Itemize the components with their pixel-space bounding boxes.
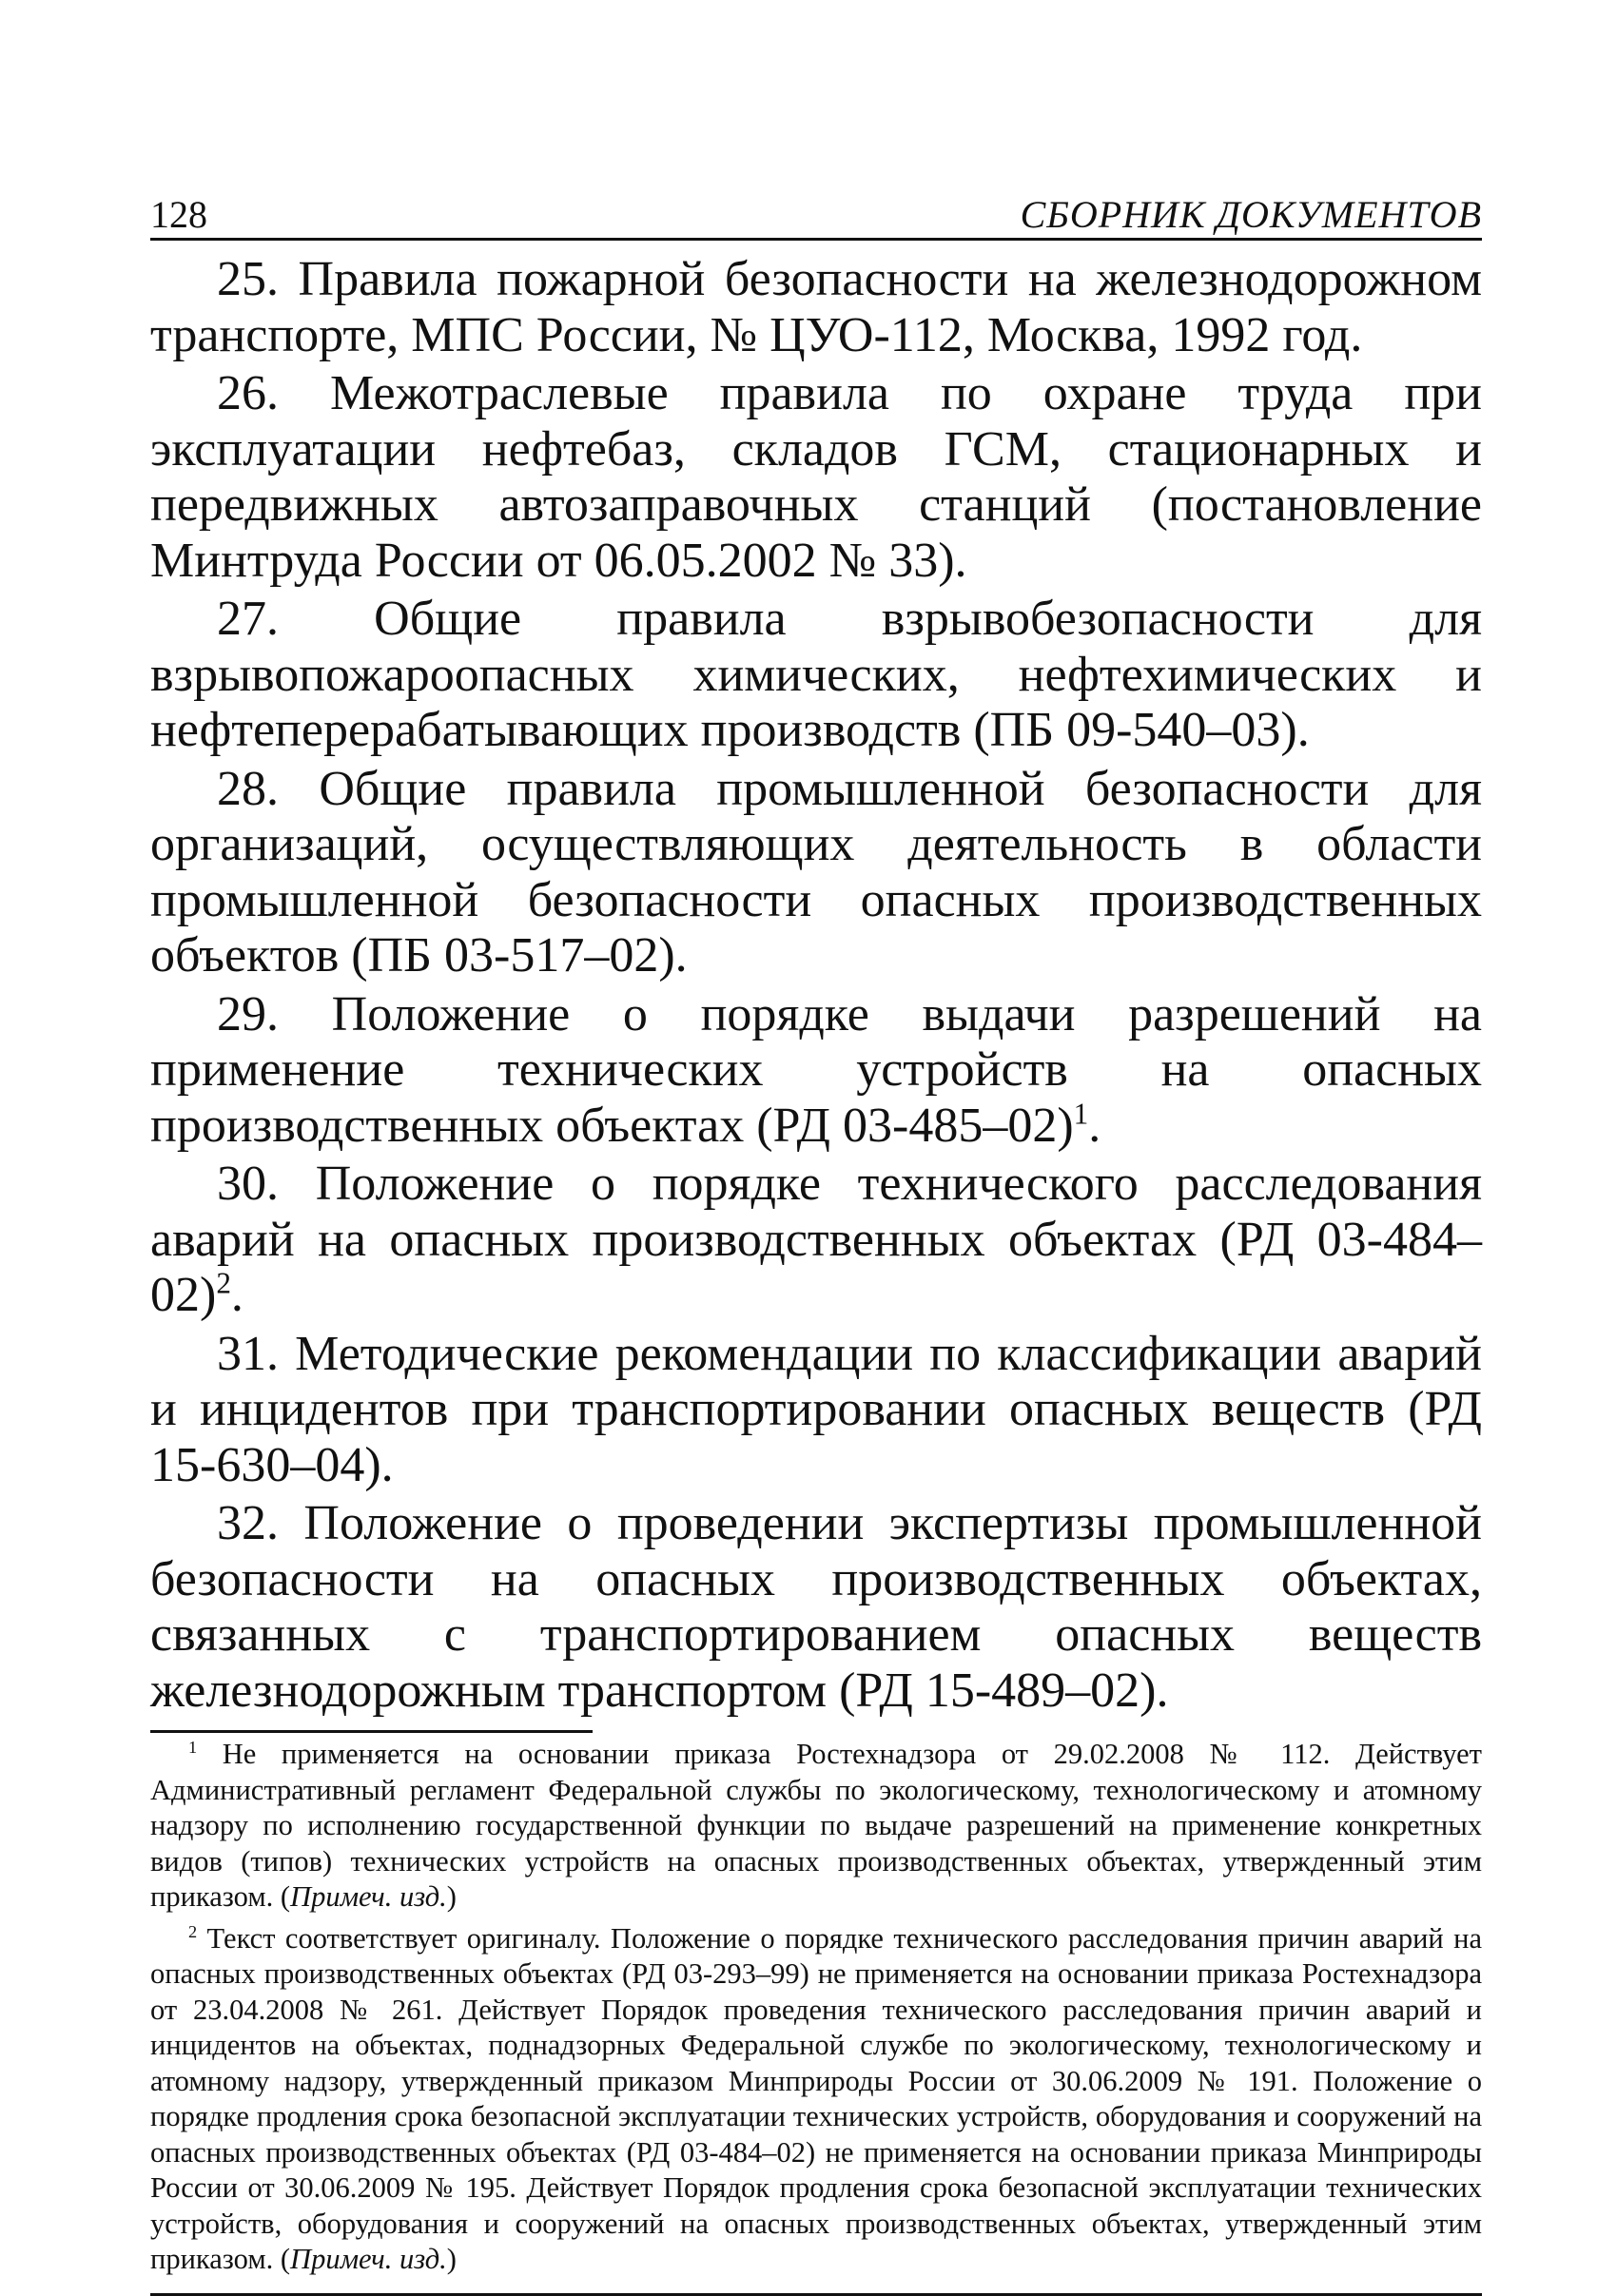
list-item: 25. Правила пожарной безопасности на железнодорожном транспорте, МПС России, № ЦУО-112, Москва, 1992 год. — [150, 252, 1482, 362]
list-item: 31. Методические рекомендации по классификации аварий и инцидентов при транспортировании опасных веществ (РД 15-630–04). — [150, 1326, 1482, 1492]
editor-note: Примеч. изд. — [290, 2243, 447, 2275]
running-header — [150, 181, 1482, 241]
footnote: $^2$ Текст соответствует оригиналу. Положение о порядке технического расследования причин аварий на опасных производственных объектах (РД 03-293–99) не применяется на основании приказа Ростехнадзора от 23.04.2008 № 261. Действует Порядок проведения технического расследования причин аварий и инцидентов на объектах, поднадзорных Федеральной службе по экологическому, технологическому и атомному надзору, утвержденный приказом Минприроды России от 30.06.2009 № 191. Положение о порядке продления срока безопасной эксплуатации технических устройств, оборудования и сооружений на опасных производственных объектах (РД 03-484–02) не применяется на основании приказа Минприроды России от 30.06.2009 № 195. Действует Порядок продления срока безопасной эксплуатации технических устройств, оборудования и сооружений на опасных производственных объектах, утвержденный этим приказом. (Примеч. изд.) — [150, 1921, 1482, 2275]
list-item: 30. Положение о порядке технического расследования аварий на опасных производственных объектах (РД 03-484–02)$^2$. — [150, 1157, 1482, 1322]
footnote-ref[interactable]: 1 — [1073, 1097, 1089, 1131]
footnote-mark: 1 — [188, 1737, 198, 1757]
page-number: 128 — [150, 193, 207, 236]
footnote-ref[interactable]: 2 — [216, 1266, 231, 1300]
document-page — [150, 181, 1482, 2296]
footnote: $^1$ Не применяется на основании приказа Ростехнадзора от 29.02.2008 № 112. Действует Административный регламент Федеральной службы по экологическому, технологическому и атомному надзору по исполнению государственной функции по выдаче разрешений на применение конкретных видов (типов) технических устройств на опасных производственных объектах, утвержденный этим приказом. (Примеч. изд.) — [150, 1737, 1482, 1913]
list-item: 29. Положение о порядке выдачи разрешений на применение технических устройств на опасных производственных объектах (РД 03-485–02)$^1$. — [150, 986, 1482, 1153]
footnotes — [150, 1737, 1482, 2278]
header-title: СБОРНИК ДОКУМЕНТОВ — [1020, 193, 1482, 236]
list-item: 27. Общие правила взрывобезопасности для взрывопожароопасных химических, нефтехимических и нефтеперерабатывающих производств (ПБ 09-540–03). — [150, 592, 1482, 757]
document-list — [150, 252, 1482, 1719]
list-item: 28. Общие правила промышленной безопасности для организаций, осуществляющих деятельность в области промышленной безопасности опасных производственных объектов (ПБ 03-517–02). — [150, 761, 1482, 983]
editor-note: Примеч. изд. — [290, 1880, 447, 1913]
footnote-mark: 2 — [188, 1921, 198, 1941]
footnote-divider — [150, 1730, 593, 1733]
bottom-rule — [150, 2293, 1482, 2296]
list-item: 32. Положение о проведении экспертизы промышленной безопасности на опасных производственных объектах, связанных с транспортированием опасных веществ железнодорожным транспортом (РД 15-489–02). — [150, 1496, 1482, 1718]
list-item: 26. Межотраслевые правила по охране труда при эксплуатации нефтебаз, складов ГСМ, стационарных и передвижных автозаправочных станций (постановление Минтруда России от 06.05.2002 № 33). — [150, 366, 1482, 588]
